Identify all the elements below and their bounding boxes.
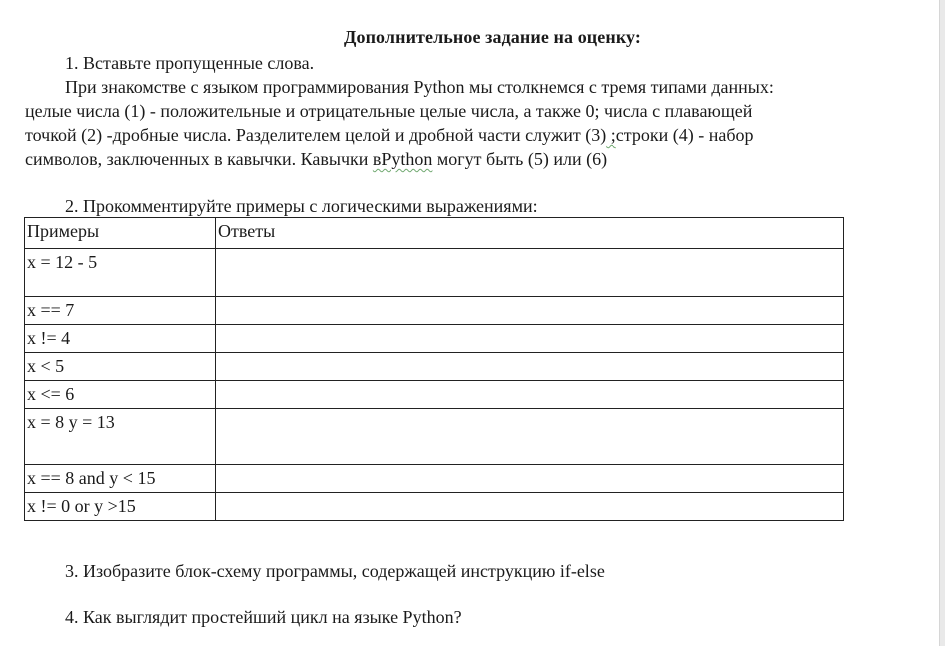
task1-text-line4c: могут быть (5) или (6): [432, 149, 608, 169]
example-cell: x = 8 y = 13: [25, 409, 216, 465]
page-title: Дополнительное задание на оценку:: [343, 27, 641, 47]
table-row: [25, 353, 844, 381]
column-header-answers: Ответы: [216, 218, 844, 249]
example-cell: x < 5: [25, 353, 216, 381]
table-row: [25, 465, 844, 493]
task1-text-line4a: символов, заключенных в кавычки. Кавычки: [25, 149, 373, 169]
example-cell: x == 8 and y < 15: [25, 465, 216, 493]
answer-cell[interactable]: [216, 249, 844, 297]
answer-cell[interactable]: [216, 353, 844, 381]
example-cell: x <= 6: [25, 381, 216, 409]
task1-title: 1. Вставьте пропущенные слова.: [65, 53, 315, 73]
task1-text-line3c: строки (4) - набор: [615, 125, 754, 145]
answer-cell[interactable]: [216, 493, 844, 521]
page-edge: [939, 0, 945, 646]
answer-cell[interactable]: [216, 325, 844, 353]
table-row: [25, 381, 844, 409]
examples-table: [24, 217, 844, 521]
table-row: [25, 493, 844, 521]
table-header-row: [25, 218, 844, 249]
task1-text-line3: [25, 125, 753, 146]
answer-cell[interactable]: [216, 465, 844, 493]
example-cell: x != 0 or y >15: [25, 493, 216, 521]
task1-text-line2: целые числа (1) - положительные и отрицательные целые числа, а также 0; числа с плавающей: [25, 101, 753, 121]
table-row: [25, 249, 844, 297]
example-cell: x != 4: [25, 325, 216, 353]
table-row: [25, 325, 844, 353]
answer-cell[interactable]: [216, 409, 844, 465]
table-row: [25, 297, 844, 325]
task3-text: 3. Изобразите блок-схему программы, содержащей инструкцию if-else: [65, 561, 605, 581]
spell-mark-python: вPython: [372, 149, 433, 169]
table-row: [25, 409, 844, 465]
task1-text-line4: [25, 149, 607, 170]
answer-cell[interactable]: [216, 381, 844, 409]
task1-text-line3a: точкой (2) -дробные числа. Разделителем целой и дробной части служит (3): [25, 125, 607, 145]
answer-cell[interactable]: [216, 297, 844, 325]
task4-text: 4. Как выглядит простейший цикл на языке Python?: [65, 607, 462, 627]
example-cell: x = 12 - 5: [25, 249, 216, 297]
task2-title: 2. Прокомментируйте примеры с логическими выражениями:: [65, 196, 538, 216]
spell-mark: ;: [606, 125, 616, 145]
example-cell: x == 7: [25, 297, 216, 325]
column-header-examples: Примеры: [25, 218, 216, 249]
task1-text-line1: При знакомстве с языком программирования Python мы столкнемся с тремя типами данных:: [65, 77, 774, 97]
